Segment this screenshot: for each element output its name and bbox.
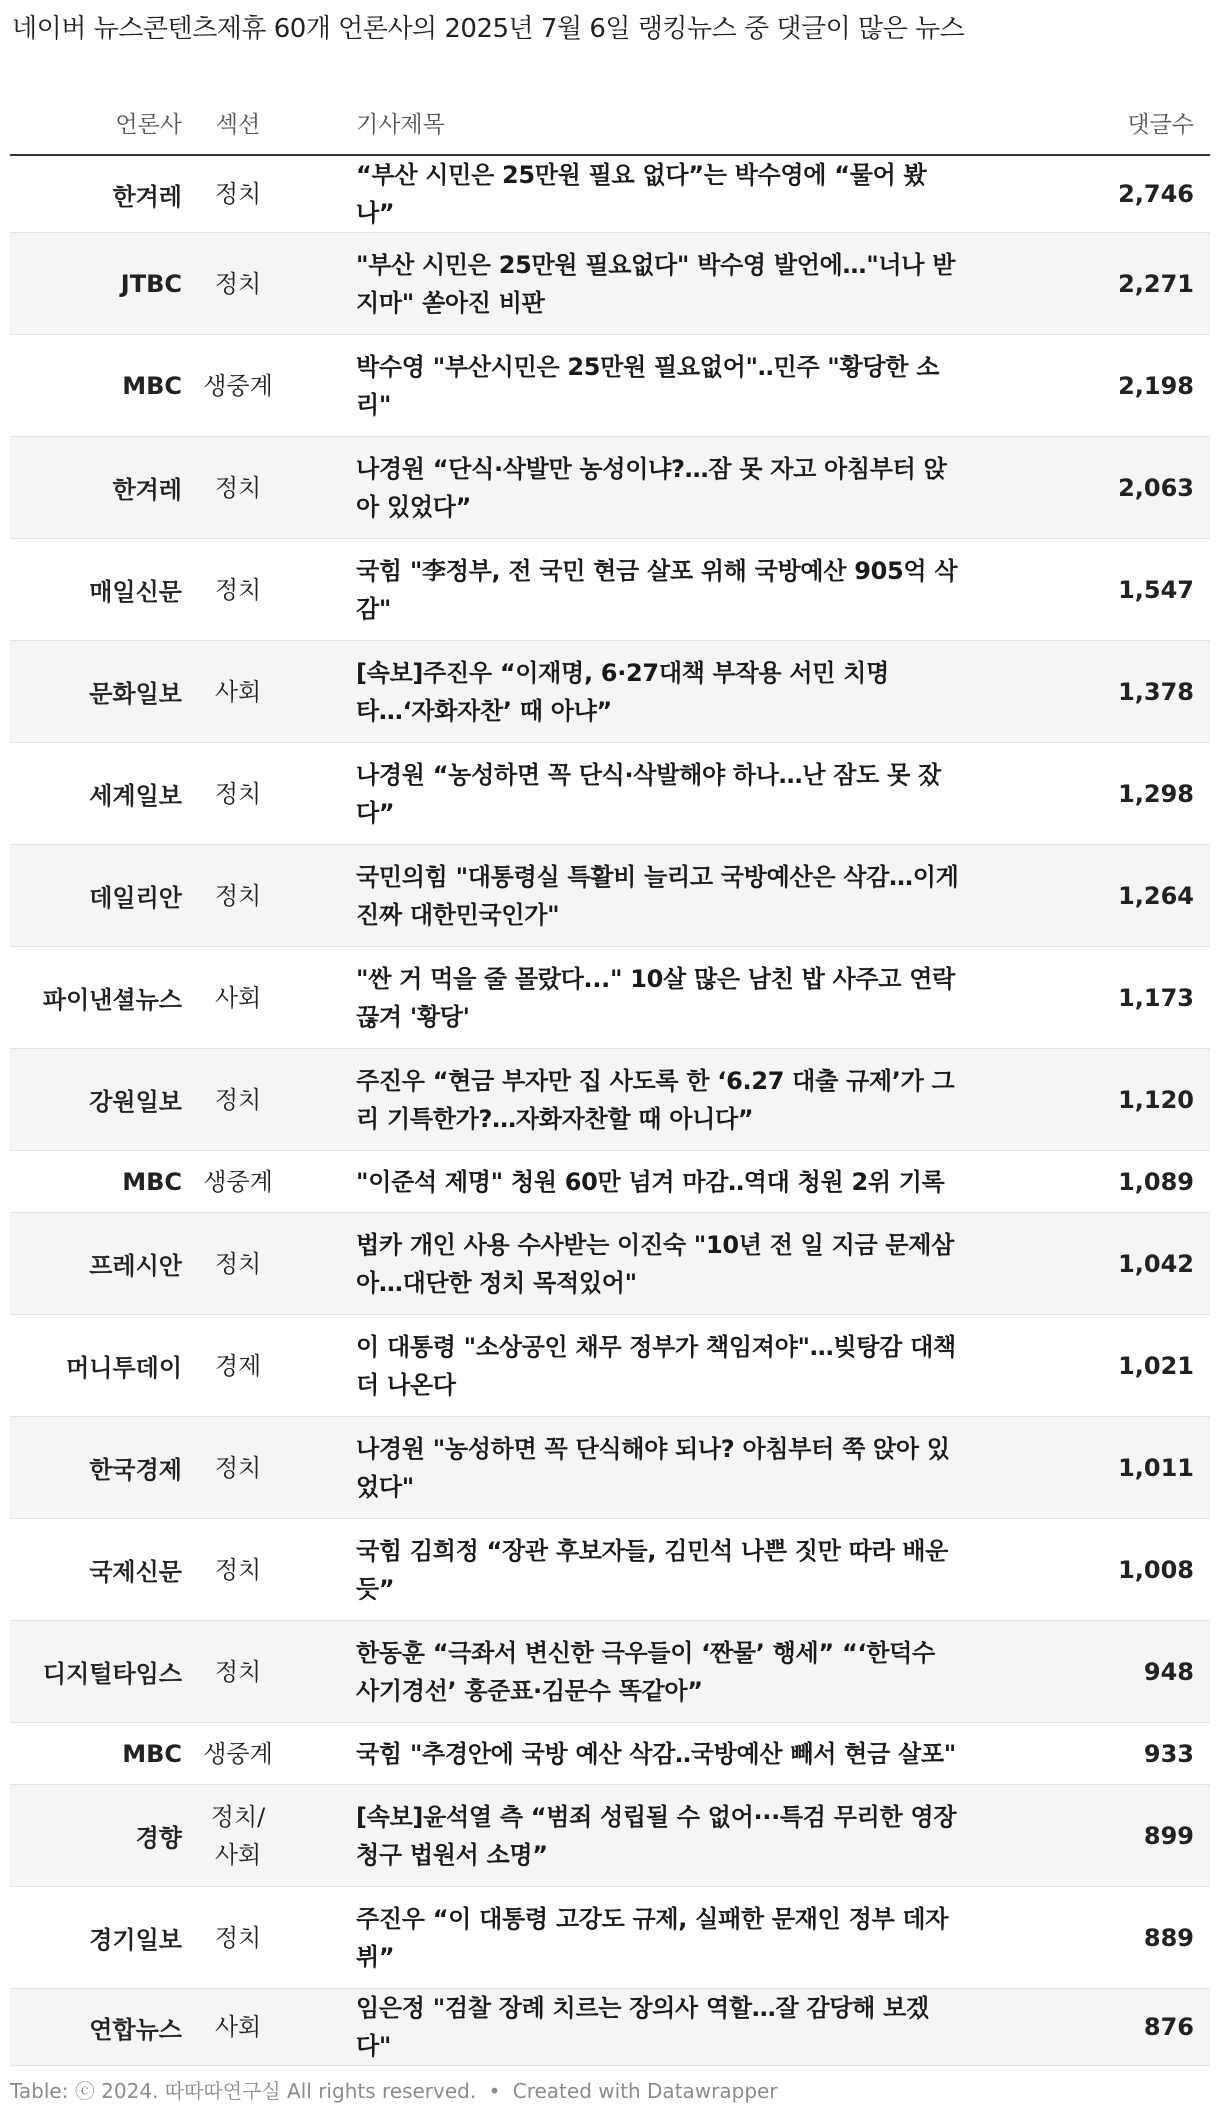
- cell-headline: [속보]주진우 “이재명, 6·27대책 부작용 서민 치명타…‘자화자찬’ 때 아냐”: [356, 658, 889, 725]
- cell-comment-count: 2,746: [1118, 180, 1194, 208]
- cell-section-text: 정치/사회: [210, 1802, 266, 1869]
- footer-source: Table: ⓒ 2024. 따따따연구실 All rights reserved.: [10, 2079, 477, 2103]
- cell-section: [182, 947, 294, 1049]
- cell-headline: 국힘 "李정부, 전 국민 현금 살포 위해 국방예산 905억 삭감": [356, 556, 958, 623]
- cell-comment-count: 1,008: [1118, 1555, 1194, 1584]
- cell-press: 파이낸셜뉴스: [42, 986, 182, 1014]
- cell-headline: 이 대통령 "소상공인 채무 정부가 책임져야"…빚탕감 대책 더 나온다: [356, 1332, 956, 1399]
- cell-section-text: 사회: [214, 2013, 262, 2041]
- cell-comment-count: 899: [1143, 1821, 1194, 1850]
- column-header-count: 댓글수: [1010, 90, 1210, 155]
- cell-section-text: 경제: [214, 1351, 262, 1380]
- cell-comment-count: 1,120: [1118, 1085, 1194, 1114]
- table-row: [10, 947, 1210, 1049]
- cell-press: JTBC: [120, 269, 182, 298]
- cell-comment-count: 876: [1143, 2013, 1194, 2041]
- column-header-press: 언론사: [10, 90, 182, 155]
- cell-press: 국제신문: [89, 1558, 182, 1586]
- cell-comment-count: 1,089: [1118, 1167, 1194, 1196]
- table-row: [10, 335, 1210, 437]
- cell-headline: "이준석 제명" 청원 60만 넘겨 마감‥역대 청원 2위 기록: [356, 1167, 945, 1196]
- cell-headline: 주진우 “이 대통령 고강도 규제, 실패한 문재인 정부 데자뷔”: [356, 1904, 949, 1971]
- cell-headline: "부산 시민은 25만원 필요없다" 박수영 발언에…"너나 받지마" 쏟아진 비판: [356, 250, 956, 317]
- cell-comment-count: 1,378: [1118, 677, 1194, 706]
- table-row: [10, 1519, 1210, 1621]
- cell-section-text: 정치: [214, 1249, 262, 1278]
- cell-section: [182, 1519, 294, 1621]
- cell-press: 프레시안: [89, 1252, 182, 1280]
- cell-headline: [속보]윤석열 측 “범죄 성립될 수 없어···특검 무리한 영장 청구 법원서 소명”: [356, 1802, 957, 1869]
- cell-section-text: 정치: [214, 180, 262, 208]
- table-row: [10, 233, 1210, 335]
- cell-section-text: 정치: [214, 1657, 262, 1686]
- cell-press: MBC: [122, 371, 182, 400]
- cell-section-text: 정치: [214, 779, 262, 808]
- cell-section: [182, 1723, 294, 1785]
- cell-press: 세계일보: [89, 782, 182, 810]
- cell-section-text: 정치: [214, 1085, 262, 1114]
- cell-press: MBC: [122, 1739, 182, 1768]
- cell-comment-count: 1,173: [1118, 983, 1194, 1012]
- cell-press: 한국경제: [89, 1456, 182, 1484]
- table-row: [10, 845, 1210, 947]
- cell-press: 한겨레: [112, 182, 182, 211]
- cell-section: [182, 335, 294, 437]
- cell-comment-count: 1,021: [1118, 1351, 1194, 1380]
- cell-comment-count: 933: [1143, 1739, 1194, 1768]
- cell-section-text: 정치: [214, 269, 262, 298]
- ranking-table: [10, 90, 1210, 2066]
- table-row: [10, 1723, 1210, 1785]
- cell-comment-count: 2,271: [1118, 269, 1194, 298]
- cell-headline: 한동훈 “극좌서 변신한 극우들이 ‘짠물’ 행세” “‘한덕수 사기경선’ 홍준표·김문수 똑같아”: [356, 1638, 935, 1705]
- cell-headline: 법카 개인 사용 수사받는 이진숙 "10년 전 일 지금 문제삼아…대단한 정치 목적있어": [356, 1230, 955, 1297]
- cell-headline: "싼 거 먹을 줄 몰랐다..." 10살 많은 남친 밥 사주고 연락 끊겨 '황당': [356, 964, 956, 1031]
- cell-section-text: 정치: [214, 881, 262, 910]
- table-row: [10, 437, 1210, 539]
- cell-comment-count: 2,063: [1118, 473, 1194, 502]
- cell-comment-count: 1,011: [1118, 1453, 1194, 1482]
- cell-section-text: 생중계: [203, 1167, 273, 1196]
- cell-press: 문화일보: [89, 680, 182, 708]
- cell-headline: 나경원 “농성하면 꼭 단식·삭발해야 하나…난 잠도 못 잤다”: [356, 760, 941, 827]
- cell-section-text: 정치: [214, 1453, 262, 1482]
- cell-section-text: 정치: [214, 473, 262, 502]
- cell-comment-count: 1,298: [1118, 779, 1194, 808]
- cell-headline: “부산 시민은 25만원 필요 없다”는 박수영에 “물어 봤나”: [356, 161, 927, 227]
- footer-credit: Created with Datawrapper: [512, 2079, 778, 2103]
- table-row: [10, 1621, 1210, 1723]
- footer-separator: •: [488, 2079, 501, 2103]
- cell-section: [182, 1315, 294, 1417]
- table-row: [10, 1315, 1210, 1417]
- cell-press: 한겨레: [112, 476, 182, 504]
- cell-headline: 주진우 “현금 부자만 집 사도록 한 ‘6.27 대출 규제’가 그리 기특한가?…자화자찬할 때 아니다”: [356, 1066, 955, 1133]
- cell-press: 경기일보: [89, 1926, 182, 1954]
- cell-headline: 나경원 "농성하면 꼭 단식해야 되나? 아침부터 쭉 앉아 있었다": [356, 1434, 950, 1501]
- cell-press: 디지털타임스: [42, 1660, 182, 1688]
- cell-section-text: 사회: [214, 983, 262, 1012]
- cell-section: [182, 1785, 294, 1887]
- cell-section: [182, 1887, 294, 1989]
- cell-press: 연합뉴스: [89, 2015, 182, 2044]
- table-row: [10, 1887, 1210, 1989]
- table-row: [10, 155, 1210, 233]
- cell-section-text: 정치: [214, 1923, 262, 1952]
- cell-section-text: 생중계: [203, 371, 273, 400]
- cell-section: [182, 641, 294, 743]
- cell-headline: 박수영 "부산시민은 25만원 필요없어"‥민주 "황당한 소리": [356, 352, 940, 419]
- table-row: [10, 743, 1210, 845]
- table-row: [10, 1785, 1210, 1887]
- table-row: [10, 641, 1210, 743]
- footer: [10, 2075, 778, 2104]
- cell-headline: 나경원 “단식·삭발만 농성이냐?…잠 못 자고 아침부터 앉아 있었다”: [356, 454, 947, 521]
- cell-section: [182, 437, 294, 539]
- cell-comment-count: 948: [1143, 1657, 1194, 1686]
- table-row: [10, 1151, 1210, 1213]
- table-header-row: [10, 90, 1210, 155]
- column-header-headline: 기사제목: [294, 90, 1010, 155]
- cell-press: 매일신문: [89, 578, 182, 606]
- table-row: [10, 1417, 1210, 1519]
- column-header-section: 섹션: [182, 90, 294, 155]
- cell-headline: 국힘 김희정 “장관 후보자들, 김민석 나쁜 짓만 따라 배운 듯”: [356, 1536, 949, 1603]
- cell-section: [182, 845, 294, 947]
- cell-press: MBC: [122, 1167, 182, 1196]
- cell-section-text: 정치: [214, 575, 262, 604]
- cell-section-text: 정치: [214, 1555, 262, 1584]
- cell-comment-count: 1,042: [1118, 1249, 1194, 1278]
- cell-section: [182, 539, 294, 641]
- cell-press: 머니투데이: [66, 1354, 182, 1382]
- cell-section: [182, 1151, 294, 1213]
- cell-headline: 국힘 "추경안에 국방 예산 삭감‥국방예산 빼서 현금 살포": [356, 1739, 956, 1768]
- cell-press: 경향: [135, 1824, 182, 1852]
- table-row: [10, 1989, 1210, 2066]
- table-body: [10, 155, 1210, 2066]
- cell-headline: 국민의힘 "대통령실 특활비 늘리고 국방예산은 삭감…이게 진짜 대한민국인가": [356, 862, 959, 929]
- cell-section: [182, 1213, 294, 1315]
- cell-section: [182, 743, 294, 845]
- cell-comment-count: 2,198: [1118, 371, 1194, 400]
- table-row: [10, 1049, 1210, 1151]
- cell-comment-count: 889: [1143, 1923, 1194, 1952]
- cell-section-text: 사회: [214, 677, 262, 706]
- cell-section-text: 생중계: [203, 1739, 273, 1768]
- cell-section: [182, 1989, 294, 2066]
- cell-comment-count: 1,547: [1118, 575, 1194, 604]
- cell-press: 데일리안: [89, 884, 182, 912]
- cell-section: [182, 1621, 294, 1723]
- chart-title: 네이버 뉴스콘텐츠제휴 60개 언론사의 2025년 7월 6일 랭킹뉴스 중 댓글이 많은 뉴스: [12, 14, 965, 44]
- cell-section: [182, 1049, 294, 1151]
- cell-press: 강원일보: [89, 1088, 182, 1116]
- cell-section: [182, 155, 294, 233]
- cell-comment-count: 1,264: [1118, 881, 1194, 910]
- cell-headline: 임은정 "검찰 장례 치르는 장의사 역할…잘 감당해 보겠다": [356, 1994, 929, 2060]
- cell-section: [182, 1417, 294, 1519]
- table-row: [10, 1213, 1210, 1315]
- cell-section: [182, 233, 294, 335]
- table-row: [10, 539, 1210, 641]
